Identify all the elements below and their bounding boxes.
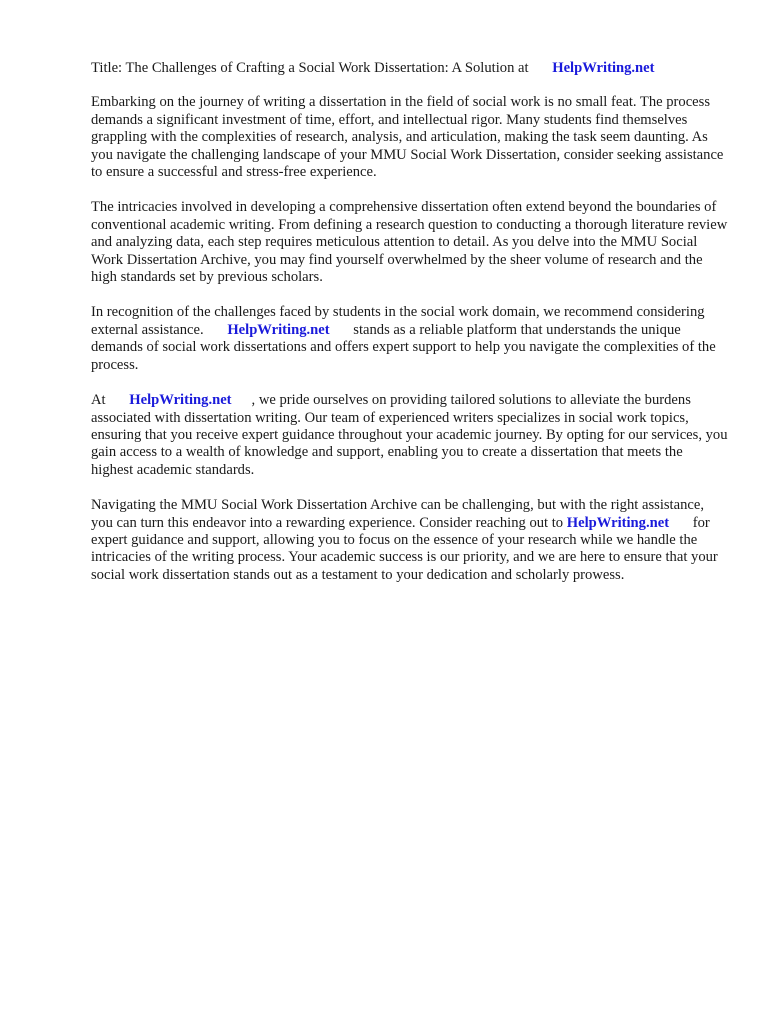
paragraph-5 xyxy=(91,497,728,584)
helpwriting-link-p5[interactable]: HelpWriting.net xyxy=(566,514,670,531)
paragraph-4 xyxy=(91,392,728,479)
paragraph-2: The intricacies involved in developing a comprehensive dissertation often extend beyond the boundaries of conventional academic writing. From defining a research question to conducting a thorough literature review and analyzing data, each step requires meticulous attention to detail. As you delve into the MMU Social Work Dissertation Archive, you may find yourself overwhelmed by the sheer volume of research and the high standards set by previous scholars. xyxy=(91,199,728,286)
paragraph-3-text-after: stands as a reliable platform that understands the unique demands of social work dissertations and offers expert support to help you navigate the complexities of the process. xyxy=(91,321,716,373)
title-text: Title: The Challenges of Crafting a Social Work Dissertation: A Solution at xyxy=(91,60,529,76)
paragraph-1: Embarking on the journey of writing a dissertation in the field of social work is no small feat. The process demands a significant investment of time, effort, and intellectual rigor. Many students find themselves grappling with the complexities of research, analysis, and articulation, making the task seem daunting. As you navigate the challenging landscape of your MMU Social Work Dissertation, consider seeking assistance to ensure a successful and stress-free experience. xyxy=(91,94,724,181)
paragraph-3 xyxy=(91,304,728,374)
helpwriting-link-p4[interactable]: HelpWriting.net xyxy=(129,392,232,409)
paragraph-3-text-before: In recognition of the challenges faced by students in the social work domain, we recommend considering external assistance. xyxy=(91,304,705,338)
paragraph-4-text-after: , we pride ourselves on providing tailored solutions to alleviate the burdens associated with dissertation writing. Our team of experienced writers specializes in social work topics, ensuring that you receive expert guidance throughout your academic journey. By opting for our services, you gain access to a wealth of knowledge and support, enabling you to create a dissertation that meets the highest academic standards. xyxy=(91,392,728,478)
helpwriting-link-title[interactable]: HelpWriting.net xyxy=(552,60,655,76)
paragraph-5-text-after: for expert guidance and support, allowing you to focus on the essence of your research while we handle the intricacies of the writing process. Your academic success is our priority, and we are here to ensure that your social work dissertation stands out as a testament to your dedication and scholarly prowess. xyxy=(91,514,718,583)
helpwriting-link-p3[interactable]: HelpWriting.net xyxy=(227,321,330,338)
document-title xyxy=(91,60,728,77)
paragraph-4-text-before: At xyxy=(91,392,106,409)
paragraph-5-text-before: Navigating the MMU Social Work Dissertation Archive can be challenging, but with the right assistance, you can turn this endeavor into a rewarding experience. Consider reaching out to xyxy=(91,497,704,531)
